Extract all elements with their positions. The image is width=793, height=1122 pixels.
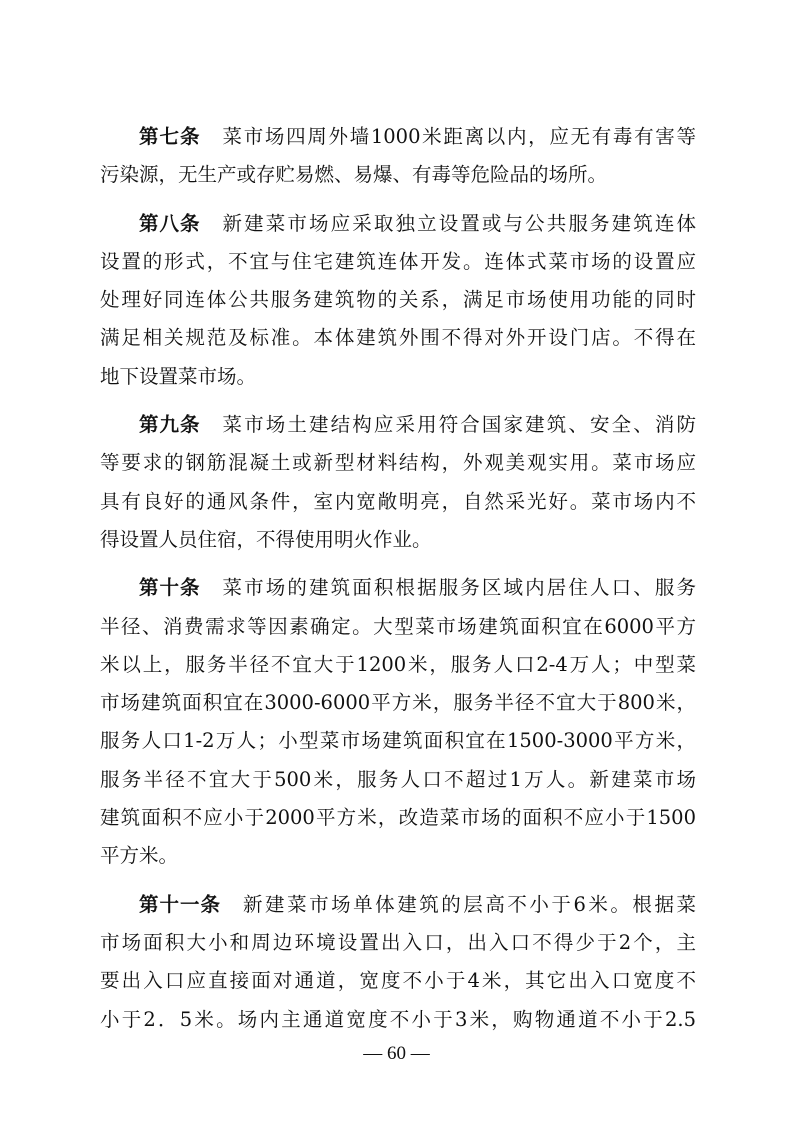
- text-line: 米以上，服务半径不宜大于1200米，服务人口2-4万人；中型菜: [100, 652, 696, 676]
- text-span: 菜市场四周外墙1000米距离以内，应无有毒有害等: [222, 125, 696, 148]
- article-heading: 第七条: [139, 125, 201, 148]
- text-line: 小于2．5米。场内主通道宽度不小于3米，购物通道不小于2.5: [100, 1007, 696, 1031]
- text-line: 半径、消费需求等因素确定。大型菜市场建筑面积宜在6000平方: [100, 614, 696, 638]
- page-number: — 60 —: [363, 1043, 430, 1064]
- text-line: [100, 886, 696, 924]
- article-10: [100, 569, 696, 875]
- article-heading: 第八条: [139, 211, 201, 235]
- article-heading: 第十条: [139, 576, 201, 600]
- article-11: [100, 886, 696, 1039]
- article-heading: 第十一条: [139, 892, 222, 916]
- article-7: [100, 118, 696, 195]
- text-line: [100, 569, 696, 607]
- text-line: 市场面积大小和周边环境设置出入口，出入口不得少于2个，主: [100, 930, 696, 954]
- text-line: 污染源，无生产或存贮易燃、易爆、有毒等危险品的场所。: [100, 163, 608, 187]
- article-8: [100, 205, 696, 396]
- text-line: 服务半径不宜大于500米，服务人口不超过1万人。新建菜市场: [100, 767, 696, 791]
- text-line: 设置的形式，不宜与住宅建筑连体开发。连体式菜市场的设置应: [100, 249, 696, 273]
- text-span: 菜市场的建筑面积根据服务区域内居住人口、服务: [222, 576, 696, 600]
- article-heading: 第九条: [139, 413, 201, 437]
- text-span: 菜市场土建结构应采用符合国家建筑、安全、消防: [222, 413, 696, 437]
- text-line: [100, 406, 696, 444]
- text-line: 具有良好的通风条件，室内宽敞明亮，自然采光好。菜市场内不: [100, 489, 696, 513]
- text-line: 地下设置菜市场。: [100, 364, 257, 388]
- text-line: 要出入口应直接面对通道，宽度不小于4米，其它出入口宽度不: [100, 969, 696, 993]
- text-line: [100, 205, 696, 243]
- text-line: 市场建筑面积宜在3000-6000平方米，服务半径不宜大于800米，: [100, 691, 696, 715]
- article-9: [100, 406, 696, 559]
- text-line: 处理好同连体公共服务建筑物的关系，满足市场使用功能的同时: [100, 288, 696, 312]
- text-line: 满足相关规范及标准。本体建筑外围不得对外开设门店。不得在: [100, 326, 696, 350]
- text-line: 等要求的钢筋混凝土或新型材料结构，外观美观实用。菜市场应: [100, 451, 696, 475]
- text-line: 平方米。: [100, 844, 179, 868]
- text-span: 新建菜市场应采取独立设置或与公共服务建筑连体: [222, 211, 696, 235]
- document-body: [100, 118, 696, 1049]
- text-line: [100, 118, 696, 156]
- text-line: 服务人口1-2万人；小型菜市场建筑面积宜在1500-3000平方米，: [100, 729, 696, 753]
- text-span: 新建菜市场单体建筑的层高不小于6米。根据菜: [243, 892, 696, 916]
- text-line: 建筑面积不应小于2000平方米，改造菜市场的面积不应小于1500: [100, 806, 696, 830]
- text-line: 得设置人员住宿，不得使用明火作业。: [100, 527, 432, 551]
